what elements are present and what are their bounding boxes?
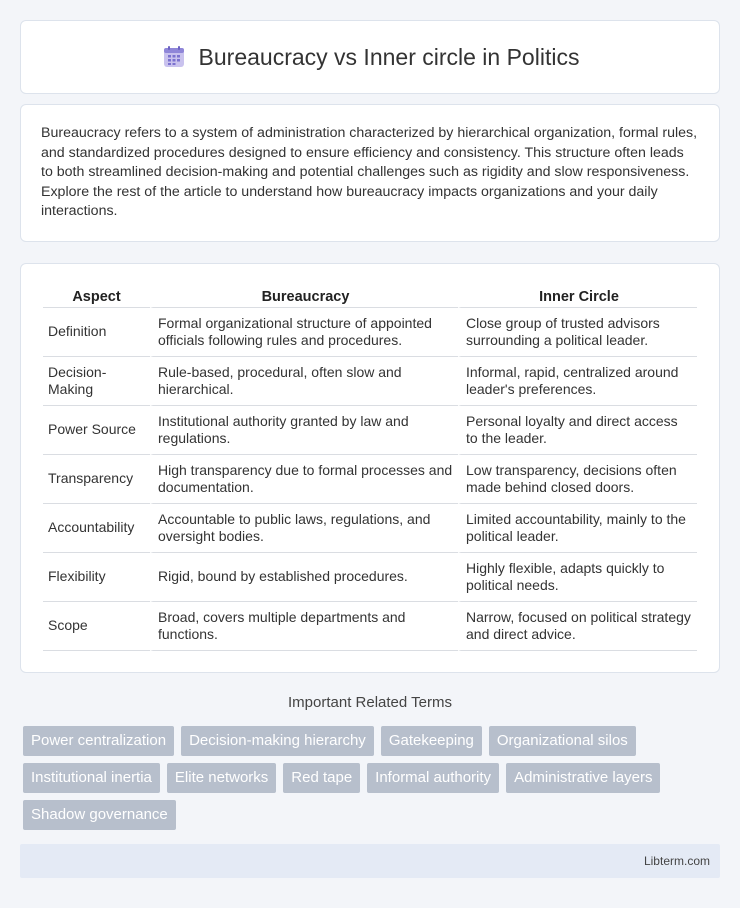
title-wrap xyxy=(161,44,580,71)
inner-circle-cell: Low transparency, decisions often made behind closed doors. xyxy=(458,455,697,504)
bureaucracy-cell: Institutional authority granted by law and regulations. xyxy=(150,406,458,455)
inner-circle-cell: Personal loyalty and direct access to the leader. xyxy=(458,406,697,455)
related-term-tag[interactable]: Organizational silos xyxy=(489,726,636,756)
bureaucracy-cell: High transparency due to formal processes and documentation. xyxy=(150,455,458,504)
table-header-row xyxy=(43,282,697,308)
aspect-cell: Definition xyxy=(43,308,150,357)
inner-circle-cell: Close group of trusted advisors surrounding a political leader. xyxy=(458,308,697,357)
inner-circle-cell: Informal, rapid, centralized around leader's preferences. xyxy=(458,357,697,406)
footer-site-link[interactable]: Libterm.com xyxy=(643,854,710,868)
calendar-icon xyxy=(161,44,187,70)
inner-circle-cell: Highly flexible, adapts quickly to political needs. xyxy=(458,553,697,602)
table-row xyxy=(43,455,697,504)
bureaucracy-cell: Rule-based, procedural, often slow and hierarchical. xyxy=(150,357,458,406)
table-row xyxy=(43,406,697,455)
page-title: Bureaucracy vs Inner circle in Politics xyxy=(198,43,580,70)
inner-circle-cell: Narrow, focused on political strategy and direct advice. xyxy=(458,602,697,651)
comparison-table xyxy=(43,282,697,651)
bureaucracy-cell: Formal organizational structure of appointed officials following rules and procedures. xyxy=(150,308,458,357)
related-term-tag[interactable]: Shadow governance xyxy=(23,800,176,830)
header-inner-circle: Inner Circle xyxy=(458,282,697,308)
aspect-cell: Scope xyxy=(43,602,150,651)
related-term-tag[interactable]: Decision-making hierarchy xyxy=(181,726,374,756)
related-term-tag[interactable]: Administrative layers xyxy=(506,763,660,793)
header-bureaucracy: Bureaucracy xyxy=(150,282,458,308)
table-row xyxy=(43,308,697,357)
related-term-tag[interactable]: Gatekeeping xyxy=(381,726,482,756)
table-row xyxy=(43,553,697,602)
header-aspect: Aspect xyxy=(43,282,150,308)
related-term-tag[interactable]: Informal authority xyxy=(367,763,499,793)
bureaucracy-cell: Rigid, bound by established procedures. xyxy=(150,553,458,602)
related-terms-tags xyxy=(23,726,713,830)
related-terms-title: Important Related Terms xyxy=(288,694,452,711)
header-card xyxy=(20,20,720,94)
bureaucracy-cell: Accountable to public laws, regulations, and oversight bodies. xyxy=(150,504,458,553)
table-row xyxy=(43,504,697,553)
footer xyxy=(20,844,720,878)
aspect-cell: Transparency xyxy=(43,455,150,504)
aspect-cell: Accountability xyxy=(43,504,150,553)
inner-circle-cell: Limited accountability, mainly to the political leader. xyxy=(458,504,697,553)
aspect-cell: Power Source xyxy=(43,406,150,455)
aspect-cell: Flexibility xyxy=(43,553,150,602)
bureaucracy-cell: Broad, covers multiple departments and functions. xyxy=(150,602,458,651)
aspect-cell: Decision-Making xyxy=(43,357,150,406)
table-row xyxy=(43,357,697,406)
related-term-tag[interactable]: Institutional inertia xyxy=(23,763,160,793)
intro-text: Bureaucracy refers to a system of administration characterized by hierarchical organization, formal rules, and standardized procedures designed to ensure efficiency and consistency. This structure often leads to both streamlined decision-making and potential challenges such as rigidity and slow responsiveness. Explore the rest of the article to understand how bureaucracy impacts organizations and your daily interactions. xyxy=(41,125,698,220)
related-term-tag[interactable]: Red tape xyxy=(283,763,360,793)
related-term-tag[interactable]: Elite networks xyxy=(167,763,276,793)
table-row xyxy=(43,602,697,651)
comparison-table-card xyxy=(20,263,720,673)
related-term-tag[interactable]: Power centralization xyxy=(23,726,174,756)
intro-card xyxy=(20,104,720,242)
